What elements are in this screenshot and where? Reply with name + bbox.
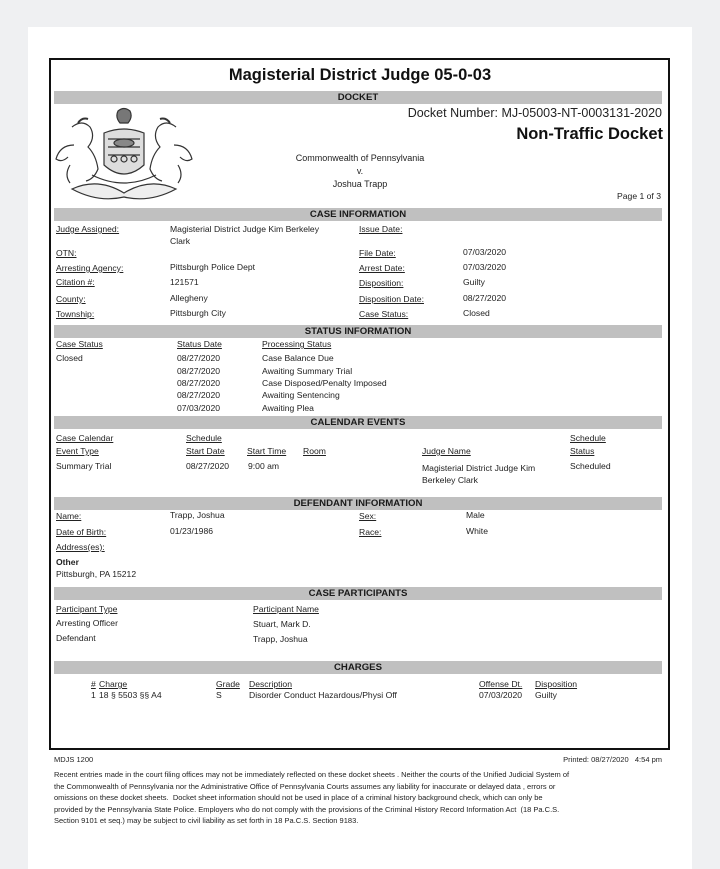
disclaimer-line: Recent entries made in the court filing offices may not be immediately reflected on these docket sheets . Neither the courts of the Unified Judicial System of — [54, 770, 570, 779]
caption-defendant: Joshua Trapp — [332, 179, 388, 189]
disclaimer-line: omissions on these docket sheets. Docket sheet information should not be used in place of a criminal history background check, which can only be — [54, 793, 543, 802]
otn-label: OTN: — [56, 248, 77, 258]
col-start-date-2: Start Date — [186, 446, 225, 456]
col-case-status: Case Status — [56, 339, 103, 349]
col-grade: Grade — [216, 679, 240, 689]
disposition-date-value: 08/27/2020 — [463, 293, 507, 303]
disposition-value: Guilty — [463, 277, 485, 287]
judge-assigned-value: Magisterial District Judge Kim Berkeley — [170, 224, 320, 234]
race-label: Race: — [359, 527, 382, 537]
address-label: Address(es): — [56, 542, 105, 552]
col-start-date-1: Schedule — [186, 433, 222, 443]
race-value: White — [466, 526, 488, 536]
charge-description: Disorder Conduct Hazardous/Physi Off — [249, 690, 397, 700]
name-label: Name: — [56, 511, 82, 521]
page-indicator: Page 1 of 3 — [617, 191, 661, 201]
arrest-date-label: Arrest Date: — [359, 263, 405, 273]
status-row-status: Awaiting Plea — [262, 403, 314, 413]
charge-grade: S — [216, 690, 222, 700]
col-schedule-status-1: Schedule — [570, 433, 606, 443]
caption-versus: v. — [356, 166, 364, 176]
event-judge-name-cont: Berkeley Clark — [422, 475, 478, 485]
col-processing-status: Processing Status — [262, 339, 332, 349]
status-row-status: Awaiting Sentencing — [262, 390, 340, 400]
charge-statute: 18 § 5503 §§ A4 — [99, 690, 162, 700]
disposition-label: Disposition: — [359, 278, 404, 288]
arresting-agency-label: Arresting Agency: — [56, 263, 124, 273]
case-participants-bar: CASE PARTICIPANTS — [54, 587, 662, 600]
col-disposition: Disposition — [535, 679, 578, 689]
status-row-status: Case Balance Due — [262, 353, 334, 363]
col-description: Description — [249, 679, 292, 689]
county-label: County: — [56, 294, 86, 304]
address-value: Pittsburgh, PA 15212 — [56, 569, 137, 579]
dob-value: 01/23/1986 — [170, 526, 214, 536]
issue-date-label: Issue Date: — [359, 224, 403, 234]
dob-label: Date of Birth: — [56, 527, 107, 537]
col-status-date: Status Date — [177, 339, 222, 349]
col-start-time: Start Time — [247, 446, 287, 456]
status-row-date: 07/03/2020 — [177, 403, 221, 413]
charge-offense-dt: 07/03/2020 — [479, 690, 523, 700]
status-case-status-value: Closed — [56, 353, 83, 363]
docket-number: Docket Number: MJ-05003-NT-0003131-2020 — [407, 106, 662, 120]
docket-type: Non-Traffic Docket — [516, 125, 663, 143]
disclaimer-line: Section 9101 et seq.) may be subject to civil liability as set forth in 18 Pa.C.S. Section 9183. — [54, 816, 359, 825]
col-event-type-1: Case Calendar — [56, 433, 114, 443]
disposition-date-label: Disposition Date: — [359, 294, 424, 304]
file-date-label: File Date: — [359, 248, 396, 258]
participant-name: Stuart, Mark D. — [253, 619, 311, 629]
status-row-status: Awaiting Summary Trial — [262, 366, 353, 376]
case-information-bar: CASE INFORMATION — [54, 208, 662, 221]
col-participant-type: Participant Type — [56, 604, 118, 614]
event-judge-name: Magisterial District Judge Kim — [422, 463, 536, 473]
status-row-date: 08/27/2020 — [177, 378, 221, 388]
col-room: Room — [303, 446, 326, 456]
judge-assigned-value-cont: Clark — [170, 236, 191, 246]
sex-label: Sex: — [359, 511, 377, 521]
status-row-date: 08/27/2020 — [177, 366, 221, 376]
county-value: Allegheny — [170, 293, 208, 303]
case-status-label: Case Status: — [359, 309, 409, 319]
status-row-date: 08/27/2020 — [177, 353, 221, 363]
col-offense-dt: Offense Dt. — [479, 679, 523, 689]
docket-section-bar: DOCKET — [54, 91, 662, 104]
charges-bar: CHARGES — [54, 661, 662, 674]
sex-value: Male — [466, 510, 485, 520]
calendar-events-bar: CALENDAR EVENTS — [54, 416, 662, 429]
status-information-bar: STATUS INFORMATION — [54, 325, 662, 338]
citation-label: Citation #: — [56, 277, 95, 287]
col-charge: Charge — [99, 679, 128, 689]
printed-timestamp: Printed: 08/27/2020 4:54 pm — [563, 755, 662, 764]
col-participant-name: Participant Name — [253, 604, 319, 614]
name-value: Trapp, Joshua — [170, 510, 225, 520]
participant-name: Trapp, Joshua — [253, 634, 308, 644]
participant-type: Arresting Officer — [56, 618, 118, 628]
address-type: Other — [56, 557, 79, 567]
status-row-date: 08/27/2020 — [177, 390, 221, 400]
col-event-type-2: Event Type — [56, 446, 99, 456]
defendant-information-bar: DEFENDANT INFORMATION — [54, 497, 662, 510]
form-id: MDJS 1200 — [54, 755, 94, 764]
col-judge-name: Judge Name — [422, 446, 471, 456]
event-start-time: 9:00 am — [248, 461, 280, 471]
charge-disposition: Guilty — [535, 690, 557, 700]
event-start-date: 08/27/2020 — [186, 461, 230, 471]
col-charge-num: # — [91, 679, 96, 689]
charge-num: 1 — [91, 690, 96, 700]
arrest-date-value: 07/03/2020 — [463, 262, 507, 272]
file-date-value: 07/03/2020 — [463, 247, 507, 257]
caption-plaintiff: Commonwealth of Pennsylvania — [295, 153, 425, 163]
arresting-agency-value: Pittsburgh Police Dept — [170, 262, 256, 272]
col-schedule-status-2: Status — [570, 446, 595, 456]
disclaimer-line: the Commonwealth of Pennsylvania nor the Administrative Office of Pennsylvania Courts assumes any liability for inaccurate or delayed data , errors or — [54, 782, 556, 791]
status-row-status: Case Disposed/Penalty Imposed — [262, 378, 387, 388]
township-label: Township: — [56, 309, 95, 319]
event-status: Scheduled — [570, 461, 611, 471]
participant-type: Defendant — [56, 633, 96, 643]
event-type: Summary Trial — [56, 461, 112, 471]
disclaimer-line: provided by the Pennsylvania State Police. Employers who do not comply with the provisions of the Criminal History Record Information Act (18 Pa.C.S. — [54, 805, 560, 814]
court-title: Magisterial District Judge 05-0-03 — [228, 66, 492, 84]
case-status-value: Closed — [463, 308, 490, 318]
judge-assigned-label: Judge Assigned: — [56, 224, 120, 234]
citation-value: 121571 — [170, 277, 199, 287]
township-value: Pittsburgh City — [170, 308, 226, 318]
